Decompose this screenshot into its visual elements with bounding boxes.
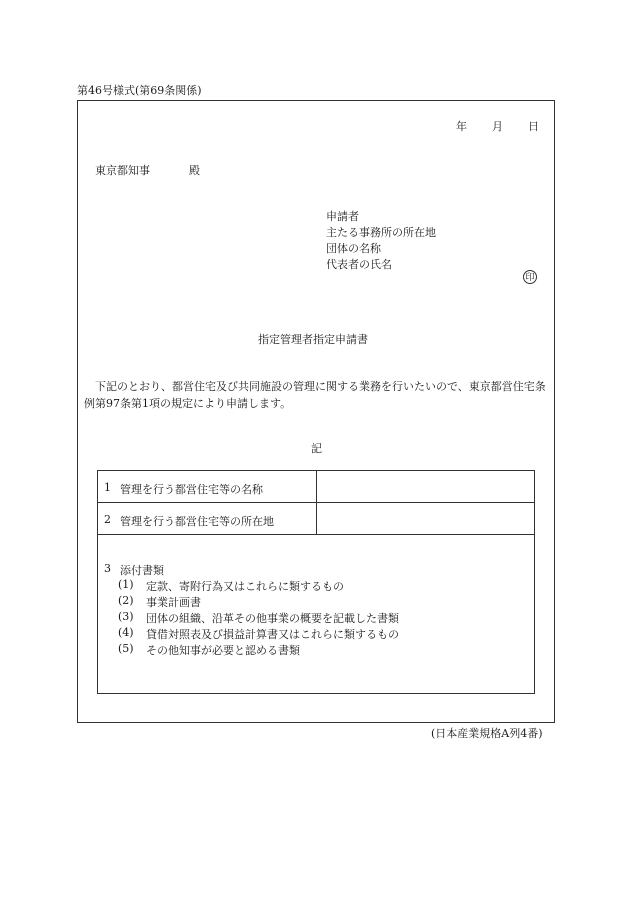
table-row-1-label: 管理を行う都営住宅等の名称 xyxy=(120,483,263,496)
applicant-representative-name: 代表者の氏名 xyxy=(326,258,392,271)
attachments-num: 3 xyxy=(104,562,111,575)
addressee-name: 東京都知事 xyxy=(95,164,150,177)
attachment-item-1-text: 定款、寄附行為又はこれらに類するもの xyxy=(146,580,344,593)
attachment-item-4-text: 貸借対照表及び損益計算書又はこれらに類するもの xyxy=(146,628,399,641)
applicant-office-address: 主たる事務所の所在地 xyxy=(326,226,436,239)
table-row-1-num: 1 xyxy=(104,481,111,494)
date-day: 日 xyxy=(528,120,539,133)
attachment-item-3-text: 団体の組織、沿革その他事業の概要を記載した書類 xyxy=(146,612,399,625)
attachment-item-4-num: (4) xyxy=(118,626,134,639)
attachment-item-5-num: (5) xyxy=(118,642,134,655)
form-number: 第46号様式(第69条関係) xyxy=(77,84,202,97)
addressee-honorific: 殿 xyxy=(189,164,200,177)
attachment-item-3-num: (3) xyxy=(118,610,134,623)
details-table xyxy=(97,470,535,694)
applicant-organization-name: 団体の名称 xyxy=(326,242,381,255)
date-year: 年 xyxy=(456,120,467,133)
table-column-divider xyxy=(316,471,317,535)
table-row-2-label: 管理を行う都営住宅等の所在地 xyxy=(120,515,274,528)
attachment-item-1-num: (1) xyxy=(118,578,134,591)
attachment-item-2-num: (2) xyxy=(118,594,134,607)
seal-mark: 印 xyxy=(523,270,537,284)
date-month: 月 xyxy=(492,120,503,133)
document-title: 指定管理者指定申請書 xyxy=(258,333,368,346)
footer-paper-size: (日本産業規格A列4番) xyxy=(431,727,543,740)
body-paragraph: 下記のとおり、都営住宅及び共同施設の管理に関する業務を行いたいので、東京都営住宅条例第97条第1項の規定により申請します。 xyxy=(84,380,546,410)
attachment-item-2-text: 事業計画書 xyxy=(146,596,201,609)
ki-heading: 記 xyxy=(311,442,322,455)
table-row-2-num: 2 xyxy=(104,513,111,526)
attachments-label: 添付書類 xyxy=(120,564,164,577)
attachment-item-5-text: その他知事が必要と認める書類 xyxy=(146,644,300,657)
applicant-label: 申請者 xyxy=(326,210,359,223)
